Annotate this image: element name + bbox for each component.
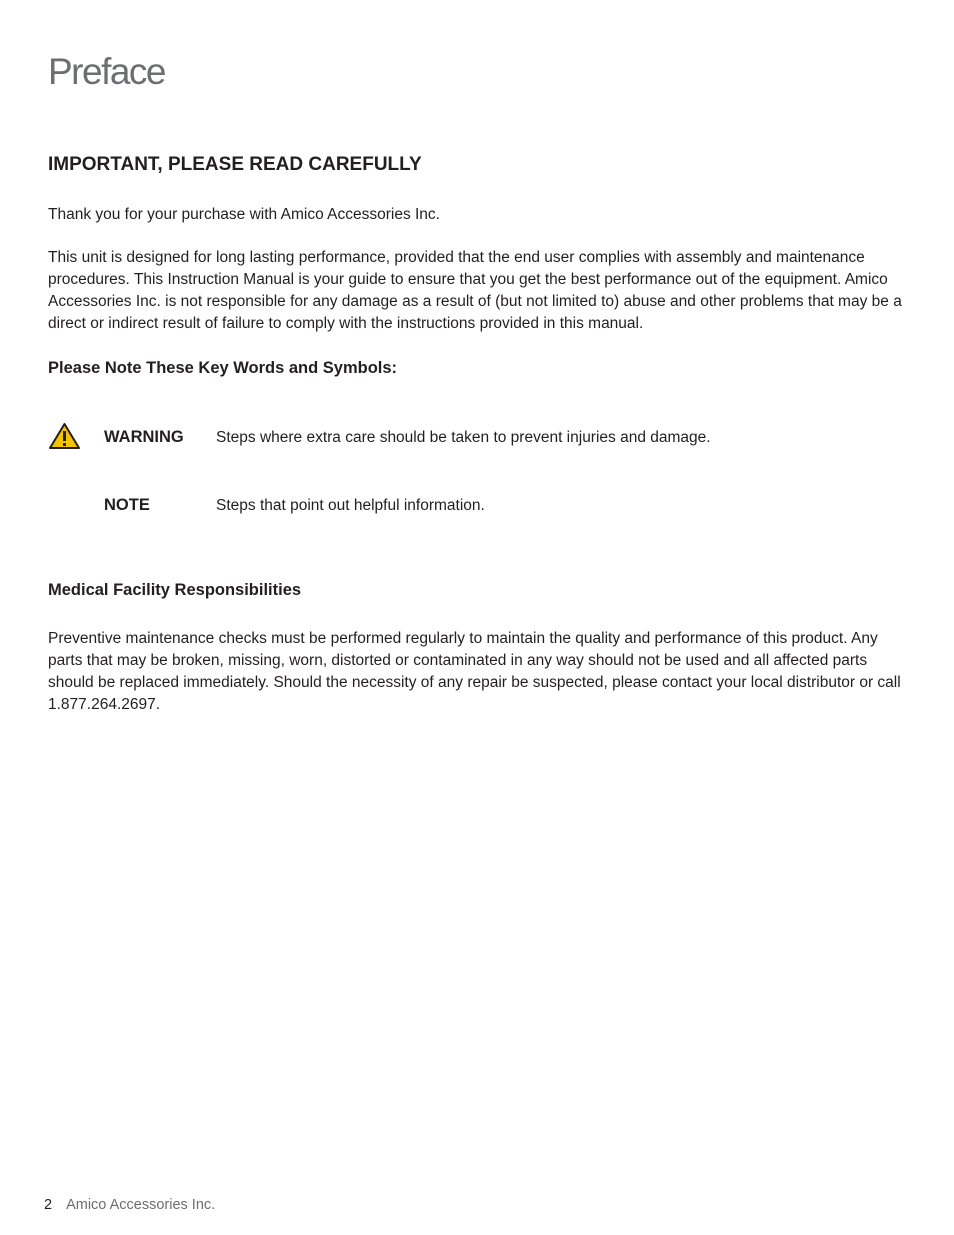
keyword-row-warning — [48, 422, 908, 452]
keyword-desc-note: Steps that point out helpful information. — [216, 497, 485, 514]
page-title: Preface — [48, 51, 166, 92]
keyword-label-warning: WARNING — [104, 428, 184, 446]
keyword-row-note — [48, 490, 908, 520]
page-number: 2 — [44, 1197, 53, 1213]
medical-heading: Medical Facility Responsibilities — [48, 581, 302, 599]
footer-brand: Amico Accessories Inc. — [66, 1197, 216, 1213]
keyword-desc-warning: Steps where extra care should be taken to prevent injuries and damage. — [216, 429, 711, 446]
important-heading: IMPORTANT, PLEASE READ CAREFULLY — [48, 154, 422, 175]
thanks-paragraph: Thank you for your purchase with Amico Accessories Inc. — [48, 206, 440, 223]
keywords-heading: Please Note These Key Words and Symbols: — [48, 359, 398, 377]
keyword-label-note: NOTE — [104, 496, 150, 514]
warning-triangle-icon — [48, 422, 81, 450]
page-footer — [44, 1195, 215, 1215]
medical-paragraph: Preventive maintenance checks must be performed regularly to maintain the quality and performance of this product. Any parts that may be broken, missing, worn, distorted or contaminated in any way should not be used and all affected parts should be replaced immediately. Should the necessity of any repair be suspected, please contact your local distributor or call 1.877.264.2697. — [48, 630, 901, 713]
design-paragraph: This unit is designed for long lasting performance, provided that the end user complies with assembly and maintenance procedures. This Instruction Manual is your guide to ensure that you get the best performance out of the equipment. Amico Accessories Inc. is not responsible for any damage as a result of (but not limited to) abuse and other problems that may be a direct or indirect result of failure to comply with the instructions provided in this manual. — [48, 249, 902, 332]
